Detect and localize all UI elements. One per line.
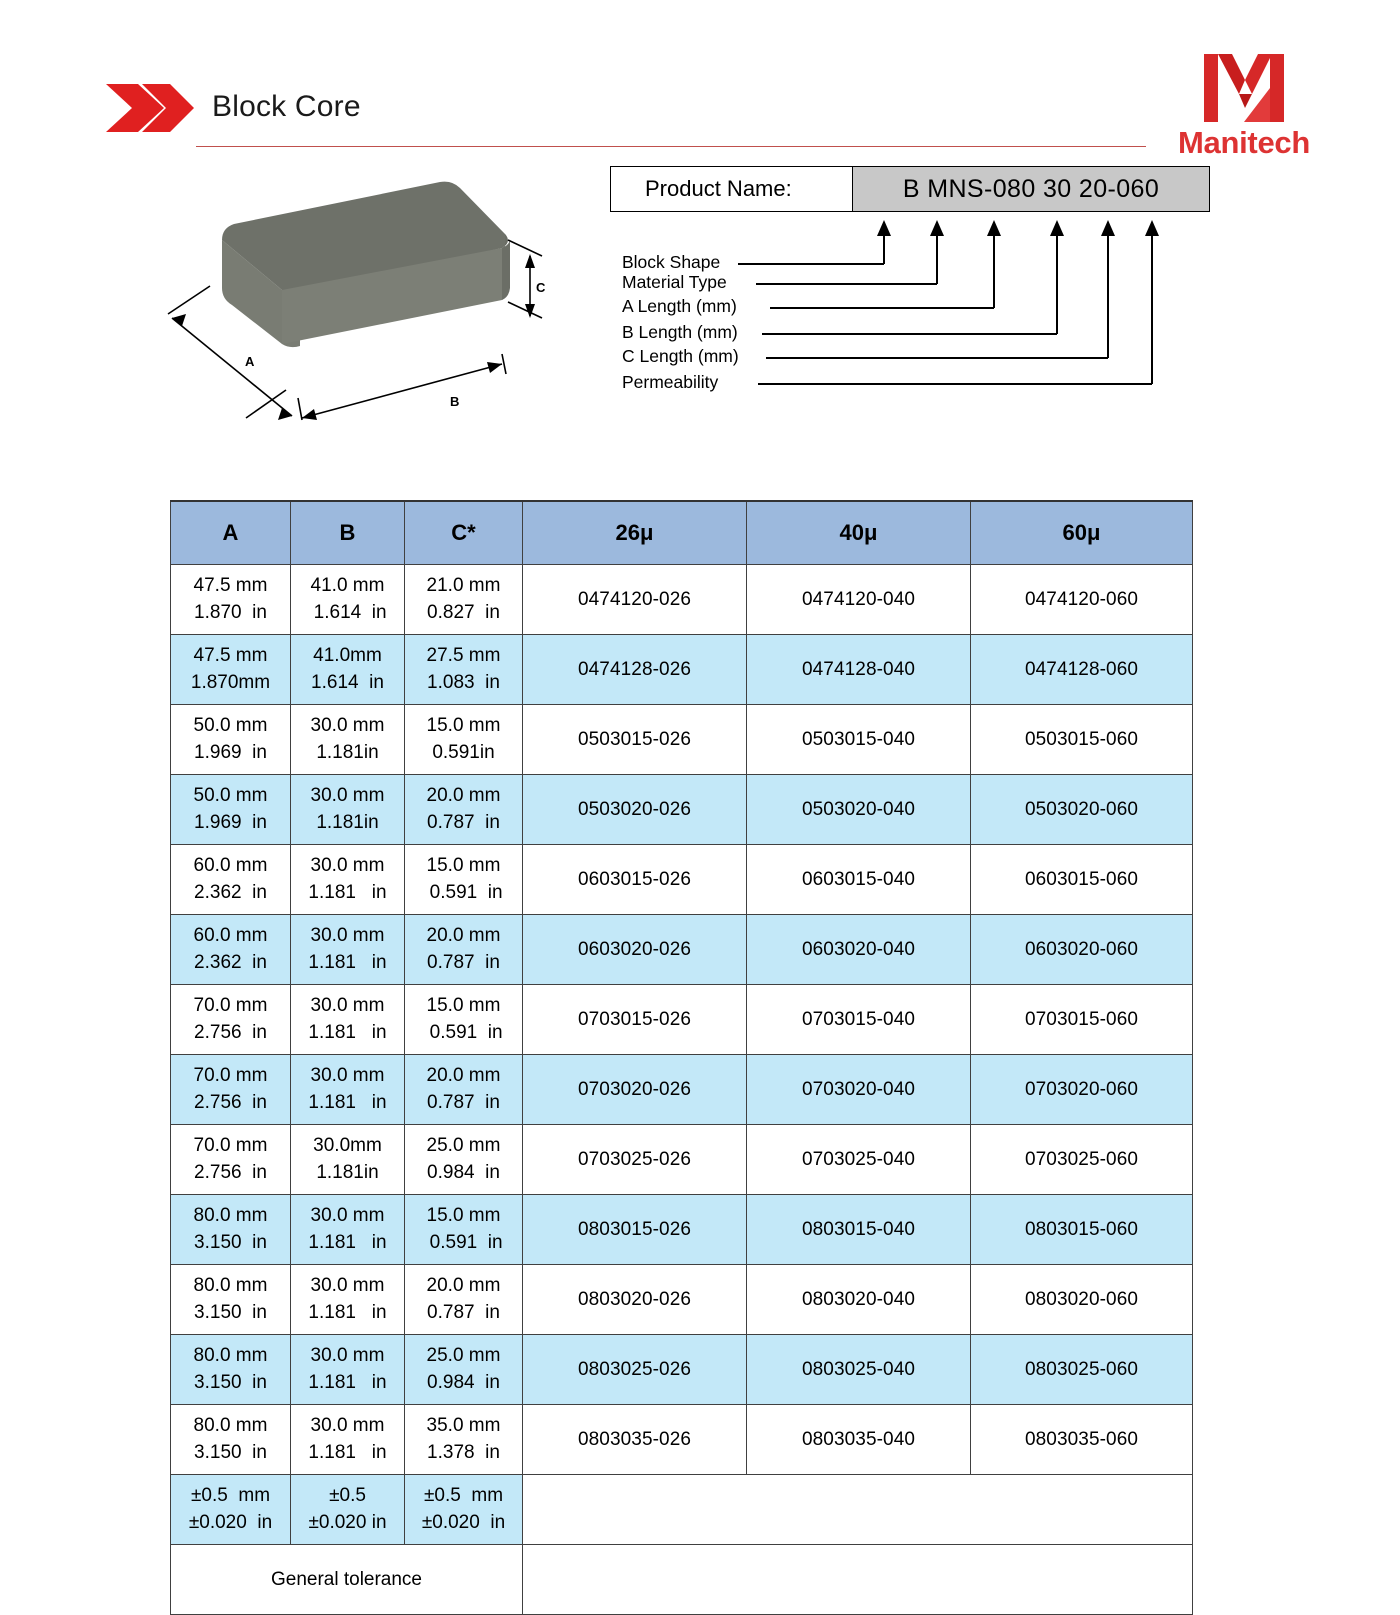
dim-in: 1.181 in: [308, 1371, 387, 1393]
dim-in: 1.378 in: [427, 1441, 500, 1463]
dim-in: 1.870mm: [190, 671, 271, 693]
part-number-40u: 0603020-040: [747, 915, 971, 985]
dim-in: 0.591 in: [424, 1231, 503, 1253]
tolerance-cell-a: [171, 1475, 291, 1545]
dim-in: 0.787 in: [427, 1091, 500, 1113]
dim-cell-a: [171, 1125, 291, 1195]
dim-in: 1.181in: [316, 811, 379, 833]
dim-mm: 30.0 mm: [310, 1274, 385, 1296]
dim-in: 3.150 in: [194, 1441, 267, 1463]
table-row: [171, 635, 1193, 705]
dim-mm: 60.0 mm: [193, 924, 268, 946]
dim-in: 2.756 in: [194, 1021, 267, 1043]
dim-cell-c: [405, 705, 523, 775]
dim-mm: 15.0 mm: [426, 854, 501, 876]
dim-cell-b: [291, 1055, 405, 1125]
dim-cell-a: [171, 1195, 291, 1265]
part-number-40u: 0474128-040: [747, 635, 971, 705]
dim-cell-b: [291, 635, 405, 705]
general-tolerance-row: [171, 1545, 1193, 1615]
part-number-26u: 0603020-026: [523, 915, 747, 985]
dim-in: 1.083 in: [427, 671, 500, 693]
dim-in: 2.362 in: [194, 881, 267, 903]
dim-mm: 60.0 mm: [193, 854, 268, 876]
dim-mm: 70.0 mm: [193, 1064, 268, 1086]
tolerance-mm: ±0.5: [329, 1484, 366, 1506]
part-number-60u: 0803020-060: [971, 1265, 1193, 1335]
table-row: [171, 1195, 1193, 1265]
dim-cell-a: [171, 1405, 291, 1475]
dim-cell-b: [291, 845, 405, 915]
manitech-m-mark-icon: [1198, 52, 1290, 124]
dim-in: 1.181in: [316, 1161, 379, 1183]
dim-cell-b: [291, 1195, 405, 1265]
tolerance-mm: ±0.5 mm: [423, 1484, 504, 1506]
callout-label-material-type: Material Type: [622, 272, 727, 292]
dim-mm: 30.0 mm: [310, 1064, 385, 1086]
tolerance-in: ±0.020 in: [188, 1511, 273, 1533]
part-number-26u: 0703020-026: [523, 1055, 747, 1125]
dim-mm: 30.0 mm: [310, 714, 385, 736]
dim-cell-c: [405, 565, 523, 635]
dim-mm: 30.0 mm: [310, 854, 385, 876]
callout-label-a-length: A Length (mm): [622, 296, 737, 316]
dim-cell-b: [291, 705, 405, 775]
dim-cell-b: [291, 915, 405, 985]
dim-mm: 30.0 mm: [310, 1204, 385, 1226]
dim-in: 0.591in: [432, 741, 495, 763]
table-row: [171, 985, 1193, 1055]
general-tolerance-label: General tolerance: [171, 1545, 523, 1615]
part-number-40u: 0703015-040: [747, 985, 971, 1055]
dim-mm: 15.0 mm: [426, 714, 501, 736]
dim-mm: 41.0mm: [313, 644, 382, 666]
dim-mm: 20.0 mm: [426, 1274, 501, 1296]
empty-cell: [523, 1545, 1193, 1615]
callout-label-b-length: B Length (mm): [622, 322, 738, 342]
part-number-26u: 0803020-026: [523, 1265, 747, 1335]
dim-mm: 50.0 mm: [193, 784, 268, 806]
part-number-40u: 0803015-040: [747, 1195, 971, 1265]
dim-cell-b: [291, 1125, 405, 1195]
dim-cell-c: [405, 635, 523, 705]
dim-cell-a: [171, 1055, 291, 1125]
brand-logo: [1124, 52, 1364, 158]
dim-cell-c: [405, 1125, 523, 1195]
dim-in: 1.181 in: [308, 1441, 387, 1463]
dim-in: 1.181 in: [308, 1231, 387, 1253]
dim-in: 3.150 in: [194, 1301, 267, 1323]
table-row: [171, 565, 1193, 635]
part-number-26u: 0603015-026: [523, 845, 747, 915]
table-header-row: [171, 501, 1193, 565]
part-number-40u: 0803035-040: [747, 1405, 971, 1475]
dim-cell-c: [405, 985, 523, 1055]
part-number-40u: 0503015-040: [747, 705, 971, 775]
dim-in: 1.614 in: [311, 671, 384, 693]
dim-cell-a: [171, 915, 291, 985]
dim-mm: 30.0 mm: [310, 784, 385, 806]
dim-cell-c: [405, 1335, 523, 1405]
part-number-40u: 0803025-040: [747, 1335, 971, 1405]
callout-label-c-length: C Length (mm): [622, 346, 739, 366]
part-number-60u: 0603020-060: [971, 915, 1193, 985]
dim-in: 3.150 in: [194, 1371, 267, 1393]
dim-cell-b: [291, 985, 405, 1055]
svg-text:B: B: [450, 394, 460, 409]
dim-cell-c: [405, 1195, 523, 1265]
column-header-b: B: [291, 501, 405, 565]
part-number-40u: 0474120-040: [747, 565, 971, 635]
part-number-40u: 0703020-040: [747, 1055, 971, 1125]
tolerance-row: [171, 1475, 1193, 1545]
part-number-26u: 0474120-026: [523, 565, 747, 635]
part-number-40u: 0803020-040: [747, 1265, 971, 1335]
dim-in: 0.984 in: [427, 1371, 500, 1393]
dim-mm: 80.0 mm: [193, 1414, 268, 1436]
header-divider: [196, 146, 1146, 147]
tolerance-in: ±0.020 in: [308, 1511, 387, 1533]
dim-cell-b: [291, 775, 405, 845]
part-number-60u: 0803025-060: [971, 1335, 1193, 1405]
dim-in: 1.969 in: [194, 741, 267, 763]
dim-cell-c: [405, 845, 523, 915]
brand-name: Manitech: [1178, 125, 1310, 160]
part-number-26u: 0803015-026: [523, 1195, 747, 1265]
dim-in: 1.181 in: [308, 1021, 387, 1043]
part-number-26u: 0503020-026: [523, 775, 747, 845]
table-row: [171, 705, 1193, 775]
callout-label-permeability: Permeability: [622, 372, 719, 392]
dim-cell-b: [291, 1335, 405, 1405]
product-name-value: B MNS-080 30 20-060: [853, 167, 1209, 211]
dim-mm: 35.0 mm: [426, 1414, 501, 1436]
dim-in: 0.827 in: [427, 601, 500, 623]
dim-in: 1.181 in: [308, 1301, 387, 1323]
dim-mm: 80.0 mm: [193, 1344, 268, 1366]
dim-mm: 15.0 mm: [426, 1204, 501, 1226]
double-chevron-icon: [104, 82, 196, 134]
dim-mm: 30.0 mm: [310, 1344, 385, 1366]
dim-mm: 20.0 mm: [426, 1064, 501, 1086]
part-number-26u: 0703015-026: [523, 985, 747, 1055]
svg-text:C: C: [536, 280, 546, 295]
dim-mm: 80.0 mm: [193, 1274, 268, 1296]
part-number-26u: 0703025-026: [523, 1125, 747, 1195]
dim-mm: 70.0 mm: [193, 994, 268, 1016]
table-row: [171, 1405, 1193, 1475]
part-number-40u: 0703025-040: [747, 1125, 971, 1195]
table-row: [171, 915, 1193, 985]
dim-cell-a: [171, 635, 291, 705]
dim-mm: 41.0 mm: [310, 574, 385, 596]
dim-in: 1.181 in: [308, 951, 387, 973]
dim-in: 0.984 in: [427, 1161, 500, 1183]
dim-mm: 30.0 mm: [310, 994, 385, 1016]
dim-in: 0.591 in: [424, 1021, 503, 1043]
dim-mm: 30.0mm: [313, 1134, 382, 1156]
dim-mm: 80.0 mm: [193, 1204, 268, 1226]
dim-in: 0.591 in: [424, 881, 503, 903]
dim-in: 1.870 in: [194, 601, 267, 623]
dim-mm: 30.0 mm: [310, 924, 385, 946]
part-number-60u: 0503020-060: [971, 775, 1193, 845]
dim-mm: 30.0 mm: [310, 1414, 385, 1436]
dim-cell-a: [171, 985, 291, 1055]
dim-in: 1.614 in: [308, 601, 387, 623]
part-number-60u: 0703025-060: [971, 1125, 1193, 1195]
tolerance-in: ±0.020 in: [421, 1511, 506, 1533]
column-header-c: C*: [405, 501, 523, 565]
part-number-60u: 0474128-060: [971, 635, 1193, 705]
dim-cell-a: [171, 1265, 291, 1335]
page-header: [0, 0, 1400, 160]
dim-cell-a: [171, 565, 291, 635]
dim-in: 1.969 in: [194, 811, 267, 833]
tolerance-cell-c: [405, 1475, 523, 1545]
part-number-60u: 0603015-060: [971, 845, 1193, 915]
dim-mm: 27.5 mm: [426, 644, 501, 666]
column-header-40u: 40μ: [747, 501, 971, 565]
part-number-40u: 0603015-040: [747, 845, 971, 915]
dim-mm: 70.0 mm: [193, 1134, 268, 1156]
column-header-a: A: [171, 501, 291, 565]
product-name-nomenclature: [610, 166, 1220, 402]
dim-cell-c: [405, 915, 523, 985]
dim-in: 0.787 in: [427, 811, 500, 833]
table-row: [171, 1055, 1193, 1125]
column-header-26u: 26μ: [523, 501, 747, 565]
dim-mm: 15.0 mm: [426, 994, 501, 1016]
dim-cell-a: [171, 845, 291, 915]
part-number-26u: 0803025-026: [523, 1335, 747, 1405]
empty-cell: [523, 1475, 1193, 1545]
dim-in: 0.787 in: [427, 1301, 500, 1323]
tolerance-cell-b: [291, 1475, 405, 1545]
part-number-26u: 0474128-026: [523, 635, 747, 705]
dim-in: 2.756 in: [194, 1091, 267, 1113]
dim-mm: 25.0 mm: [426, 1134, 501, 1156]
part-number-26u: 0503015-026: [523, 705, 747, 775]
dim-cell-b: [291, 1265, 405, 1335]
table-row: [171, 1335, 1193, 1405]
column-header-60u: 60μ: [971, 501, 1193, 565]
part-number-26u: 0803035-026: [523, 1405, 747, 1475]
dim-cell-c: [405, 775, 523, 845]
product-name-box: [610, 166, 1210, 212]
dim-cell-a: [171, 705, 291, 775]
dim-cell-b: [291, 565, 405, 635]
dim-cell-c: [405, 1055, 523, 1125]
dim-in: 2.756 in: [194, 1161, 267, 1183]
isometric-block-core-3d-icon: [150, 168, 560, 430]
dim-cell-b: [291, 1405, 405, 1475]
dim-in: 0.787 in: [427, 951, 500, 973]
block-core-spec-table: [170, 500, 1193, 1615]
dim-cell-a: [171, 1335, 291, 1405]
part-number-60u: 0503015-060: [971, 705, 1193, 775]
dim-in: 1.181in: [316, 741, 379, 763]
dim-mm: 20.0 mm: [426, 784, 501, 806]
dim-mm: 25.0 mm: [426, 1344, 501, 1366]
svg-text:A: A: [245, 354, 255, 369]
table-row: [171, 1125, 1193, 1195]
dim-mm: 47.5 mm: [193, 644, 268, 666]
part-number-60u: 0703015-060: [971, 985, 1193, 1055]
dim-cell-c: [405, 1405, 523, 1475]
dim-cell-c: [405, 1265, 523, 1335]
table-row: [171, 775, 1193, 845]
dim-in: 1.181 in: [308, 881, 387, 903]
table-row: [171, 845, 1193, 915]
product-name-label: Product Name:: [611, 167, 853, 211]
table-row: [171, 1265, 1193, 1335]
tolerance-mm: ±0.5 mm: [190, 1484, 271, 1506]
part-number-60u: 0474120-060: [971, 565, 1193, 635]
dim-mm: 21.0 mm: [426, 574, 501, 596]
part-number-60u: 0803015-060: [971, 1195, 1193, 1265]
dim-in: 1.181 in: [308, 1091, 387, 1113]
part-number-60u: 0803035-060: [971, 1405, 1193, 1475]
dim-mm: 20.0 mm: [426, 924, 501, 946]
callout-label-block-shape: Block Shape: [622, 252, 721, 272]
part-number-60u: 0703020-060: [971, 1055, 1193, 1125]
dim-mm: 47.5 mm: [193, 574, 268, 596]
page-title: Block Core: [212, 90, 361, 123]
dim-mm: 50.0 mm: [193, 714, 268, 736]
dim-in: 3.150 in: [194, 1231, 267, 1253]
dim-cell-a: [171, 775, 291, 845]
dim-in: 2.362 in: [194, 951, 267, 973]
part-number-40u: 0503020-040: [747, 775, 971, 845]
